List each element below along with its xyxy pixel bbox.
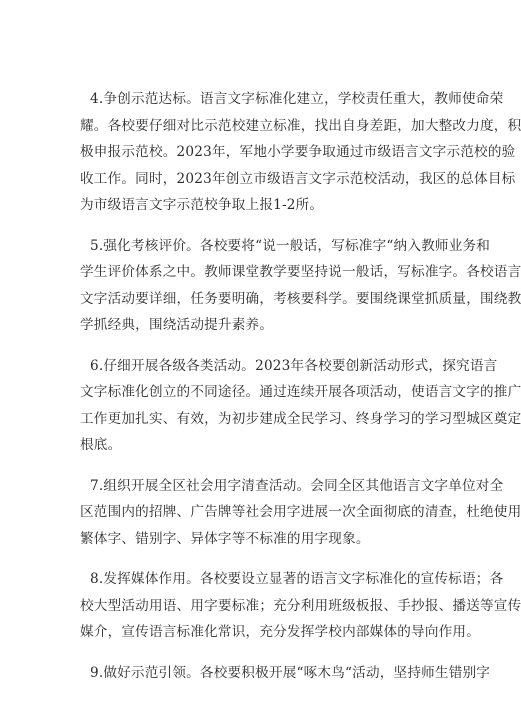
text-line: 学抓经典，围绕活动提升素养。 (80, 317, 274, 333)
text-line: 根底。 (80, 437, 122, 453)
text-line: 极申报示范校。2023年，军地小学要争取通过市级语言文字示范校的验 (80, 144, 516, 160)
text-line: 6.仔细开展各级各类活动。2023年各校要创新活动形式，探究语言 (90, 357, 498, 374)
paragraph-7 (80, 473, 521, 553)
paragraph-9 (80, 660, 491, 687)
text-line: 校大型活动用语、用字要标准；充分利用班级板报、手抄报、播送等宣传 (80, 597, 521, 614)
text-line: 繁体字、错别字、异体字等不标准的用字现象。 (80, 530, 370, 547)
text-line: 耀。各校要仔细对比示范校建立标准，找出自身差距，加大整改力度，积 (80, 117, 521, 134)
text-line: 媒介，宣传语言标准化常识，充分发挥学校内部媒体的导向作用。 (80, 624, 481, 640)
paragraph-5 (80, 233, 521, 339)
paragraph-8 (80, 566, 521, 646)
text-line: 学生评价体系之中。教师课堂教学要坚持说一般话，写标准字。各校语言 (80, 264, 521, 280)
text-line: 文字活动要详细，任务要明确，考核要科学。要围绕课堂抓质量，围绕教 (80, 290, 521, 307)
text-line: 收工作。同时，2023年创立市级语言文字示范校活动，我区的总体目标 (80, 170, 516, 187)
text-line: 工作更加扎实、有效，为初步建成全民学习、终身学习的学习型城区奠定 (80, 410, 521, 427)
paragraph-6 (80, 353, 521, 459)
text-line: 4.争创示范达标。语言文字标准化建立，学校责任重大，教师使命荣 (90, 91, 504, 107)
text-line: 5.强化考核评价。各校要将“说一般话，写标准字“纳入教师业务和 (90, 237, 491, 254)
paragraph-4 (80, 86, 521, 219)
text-line: 9.做好示范引领。各校要积极开展“啄木鸟“活动，坚持师生错别字 (90, 664, 491, 681)
text-line: 文字标准化创立的不同途径。通过连续开展各项活动，使语言文字的推广 (80, 384, 521, 400)
text-line: 8.发挥媒体作用。各校要设立显著的语言文字标准化的宣传标语；各 (90, 571, 504, 587)
text-line: 为市级语言文字示范校争取上报1-2所。 (80, 197, 324, 213)
text-line: 区范围内的招牌、广告牌等社会用字进展一次全面彻底的清查，杜绝使用 (80, 504, 521, 520)
text-line: 7.组织开展全区社会用字清查活动。会同全区其他语言文字单位对全 (90, 477, 504, 494)
